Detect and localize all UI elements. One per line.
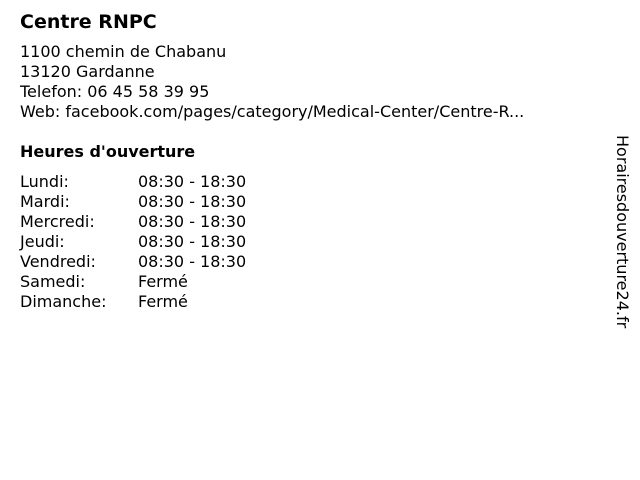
day-label: Lundi: — [20, 172, 69, 191]
opening-hours-title: Heures d'ouverture — [20, 142, 196, 161]
hours-row-monday — [20, 172, 600, 192]
hours-row-tuesday — [20, 192, 600, 212]
business-card — [20, 10, 600, 312]
time-value: 08:30 - 18:30 — [138, 172, 247, 191]
site-watermark: Horairesdouverture24.fr — [613, 135, 632, 329]
time-value: Fermé — [138, 272, 188, 291]
time-value: 08:30 - 18:30 — [138, 252, 247, 271]
street-address: 1100 chemin de Chabanu — [20, 42, 227, 61]
time-value: 08:30 - 18:30 — [138, 192, 247, 211]
day-label: Dimanche: — [20, 292, 107, 311]
hours-row-thursday — [20, 232, 600, 252]
day-label: Mercredi: — [20, 212, 95, 231]
business-name: Centre RNPC — [20, 11, 157, 33]
day-label: Jeudi: — [20, 232, 65, 251]
opening-hours-list — [20, 172, 600, 312]
phone-number[interactable]: Telefon: 06 45 58 39 95 — [20, 82, 210, 101]
day-label: Vendredi: — [20, 252, 96, 271]
city-postal: 13120 Gardanne — [20, 62, 155, 81]
hours-row-sunday — [20, 292, 600, 312]
day-label: Samedi: — [20, 272, 86, 291]
time-value: 08:30 - 18:30 — [138, 212, 247, 231]
website-link[interactable]: Web: facebook.com/pages/category/Medical-Center/Centre-R... — [20, 102, 525, 121]
hours-row-wednesday — [20, 212, 600, 232]
day-label: Mardi: — [20, 192, 70, 211]
hours-row-friday — [20, 252, 600, 272]
hours-row-saturday — [20, 272, 600, 292]
time-value: 08:30 - 18:30 — [138, 232, 247, 251]
time-value: Fermé — [138, 292, 188, 311]
